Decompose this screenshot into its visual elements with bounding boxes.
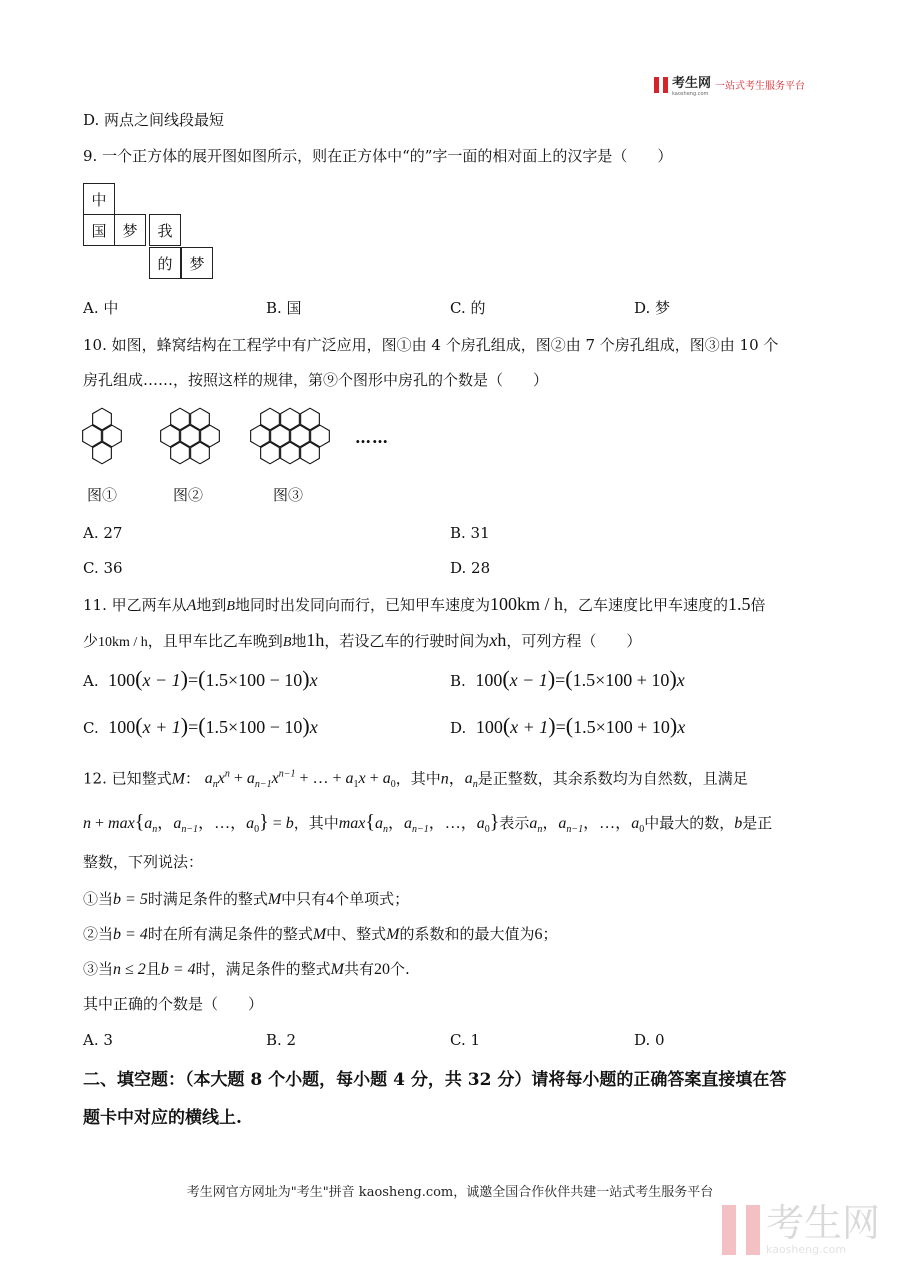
q12-option-b: B. 2: [266, 1031, 297, 1049]
fig-label-2: 图②: [173, 486, 204, 504]
logo-mark-icon: [654, 77, 668, 93]
q9-option-d: D. 梦: [634, 299, 671, 317]
q12-stem-line1: 12. 已知整式M： $a_nx^n + a_{n-1}x^{n-1}$ + … + $a_1x + a_0$，其中n，$a_n$是正整数，其余系数均为自然数，且满足: [83, 769, 748, 791]
q12-statement-2: ②当b = 4时在所有满足条件的整式M中、整式M的系数和的最大值为6；: [83, 925, 558, 943]
net-cell: 中: [83, 183, 115, 215]
q12-statement-3: ③当n ≤ 2且b = 4时，满足条件的整式M共有20个.: [83, 960, 410, 978]
honeycomb-cell: [191, 408, 210, 430]
q9-option-b: B. 国: [266, 299, 302, 317]
honeycomb-cell: [261, 408, 280, 430]
honeycomb-cell: [103, 425, 122, 447]
net-cell: 我: [149, 214, 181, 246]
watermark-logo-icon: [722, 1205, 760, 1255]
watermark-text: 考生网: [766, 1201, 881, 1245]
fig-label-3: 图③: [273, 486, 304, 504]
condition-formula: $n + \max\{a_n$，$a_{n-1}$，…，$a_0\} = b$: [83, 811, 294, 836]
watermark: [722, 1203, 880, 1256]
q10-stem-line1: 10. 如图，蜂窝结构在工程学中有广泛应用，图①由 4 个房孔组成，图②由 7 个房孔组成，图③由 10 个: [83, 336, 779, 354]
section-2-heading: 二、填空题：（本大题 8 个小题，每小题 4 分，共 32 分）请将每小题的正确答案直接填在答: [83, 1070, 787, 1090]
honeycomb-cell: [291, 425, 310, 447]
honeycomb-cell: [181, 425, 200, 447]
honeycomb-cell: [171, 408, 190, 430]
section-2-heading-cont: 题卡中对应的横线上.: [83, 1108, 242, 1128]
q12-option-a: A. 3: [83, 1031, 113, 1049]
logo-sub: kaosheng.com: [672, 91, 709, 97]
q11-option-a: A. 100(x − 1)=(1.5×100 − 10)x: [83, 666, 318, 691]
net-cell: 的: [149, 247, 181, 279]
logo-text: 考生网: [672, 76, 712, 91]
net-cell: 国: [83, 214, 115, 246]
q12-option-c: C. 1: [450, 1031, 481, 1049]
q12-statement-1: ①当b = 5时满足条件的整式M中只有4个单项式；: [83, 890, 410, 908]
q9-option-c: C. 的: [450, 299, 486, 317]
q12-option-d: D. 0: [634, 1031, 665, 1049]
q10-option-a: A. 27: [83, 524, 123, 542]
honeycomb-cell: [281, 442, 300, 464]
honeycomb-cell: [201, 425, 220, 447]
honeycomb-cell: [161, 425, 180, 447]
honeycomb-cell: [251, 425, 270, 447]
honeycomb-cell: [93, 408, 112, 430]
honeycomb-fig-1: [83, 408, 122, 464]
q11-option-c: C. 100(x + 1)=(1.5×100 − 10)x: [83, 713, 318, 738]
honeycomb-cell: [171, 442, 190, 464]
q12-stem-line3: 整数，下列说法：: [83, 853, 204, 871]
honeycomb-cell: [301, 442, 320, 464]
fig-label-1: 图①: [87, 486, 118, 504]
honeycomb-fig-3: [251, 408, 330, 464]
honeycomb-cell: [301, 408, 320, 430]
honeycomb-fig-2: [161, 408, 220, 464]
honeycomb-cell: [271, 425, 290, 447]
q9-option-a: A. 中: [83, 299, 119, 317]
q12-ask: 其中正确的个数是（ ）: [83, 995, 264, 1013]
honeycomb-cell: [83, 425, 102, 447]
q10-option-b: B. 31: [450, 524, 490, 542]
q10-option-c: C. 36: [83, 559, 123, 577]
header-logo: [654, 72, 805, 97]
q10-stem-line2: 房孔组成……，按照这样的规律，第⑨个图形中房孔的个数是（ ）: [83, 371, 549, 389]
q11-option-d: D. 100(x + 1)=(1.5×100 + 10)x: [450, 713, 686, 738]
net-cell: 梦: [114, 214, 146, 246]
watermark-sub: kaosheng.com: [766, 1243, 847, 1256]
q9-stem: 9. 一个正方体的展开图如图所示，则在正方体中“的”字一面的相对面上的汉字是（ ）: [83, 147, 673, 165]
logo-slogan: 一站式考生服务平台: [715, 81, 806, 92]
honeycomb-cell: [311, 425, 330, 447]
honeycomb-cell: [281, 408, 300, 430]
q12-stem-line2: $n + \max\{a_n$，$a_{n-1}$，…，$a_0\} = b$，其中$\max\{a_n$，$a_{n-1}$，…，$a_0$}表示$a_n$，$a_{n-1}$，…，$a_0$中最大的数，b是正: [83, 811, 773, 836]
figure-ellipsis: ……: [355, 428, 389, 447]
q11-option-b: B. 100(x − 1)=(1.5×100 + 10)x: [450, 666, 685, 691]
net-cell: 梦: [181, 247, 213, 279]
q8-option-d: D. 两点之间线段最短: [83, 111, 225, 129]
q10-option-d: D. 28: [450, 559, 491, 577]
polynomial-formula: $a_nx^n + a_{n-1}x^{n-1}$ + … + $a_1x + a_0$: [204, 769, 396, 791]
honeycomb-cell: [93, 442, 112, 464]
q11-stem-line1: 11. 甲乙两车从A地到B地同时出发同向而行，已知甲车速度为100km / h，乙车速度比甲车速度的1.5倍: [83, 594, 766, 614]
q11-stem-line2: 少10km / h，且甲车比乙车晚到B地1h，若设乙车的行驶时间为xh，可列方程（ ）: [83, 630, 642, 650]
honeycomb-cell: [261, 442, 280, 464]
footer-text: 考生网官方网址为"考生"拼音 kaosheng.com，诚邀全国合作伙伴共建一站式考生服务平台: [186, 1185, 714, 1200]
honeycomb-cell: [191, 442, 210, 464]
